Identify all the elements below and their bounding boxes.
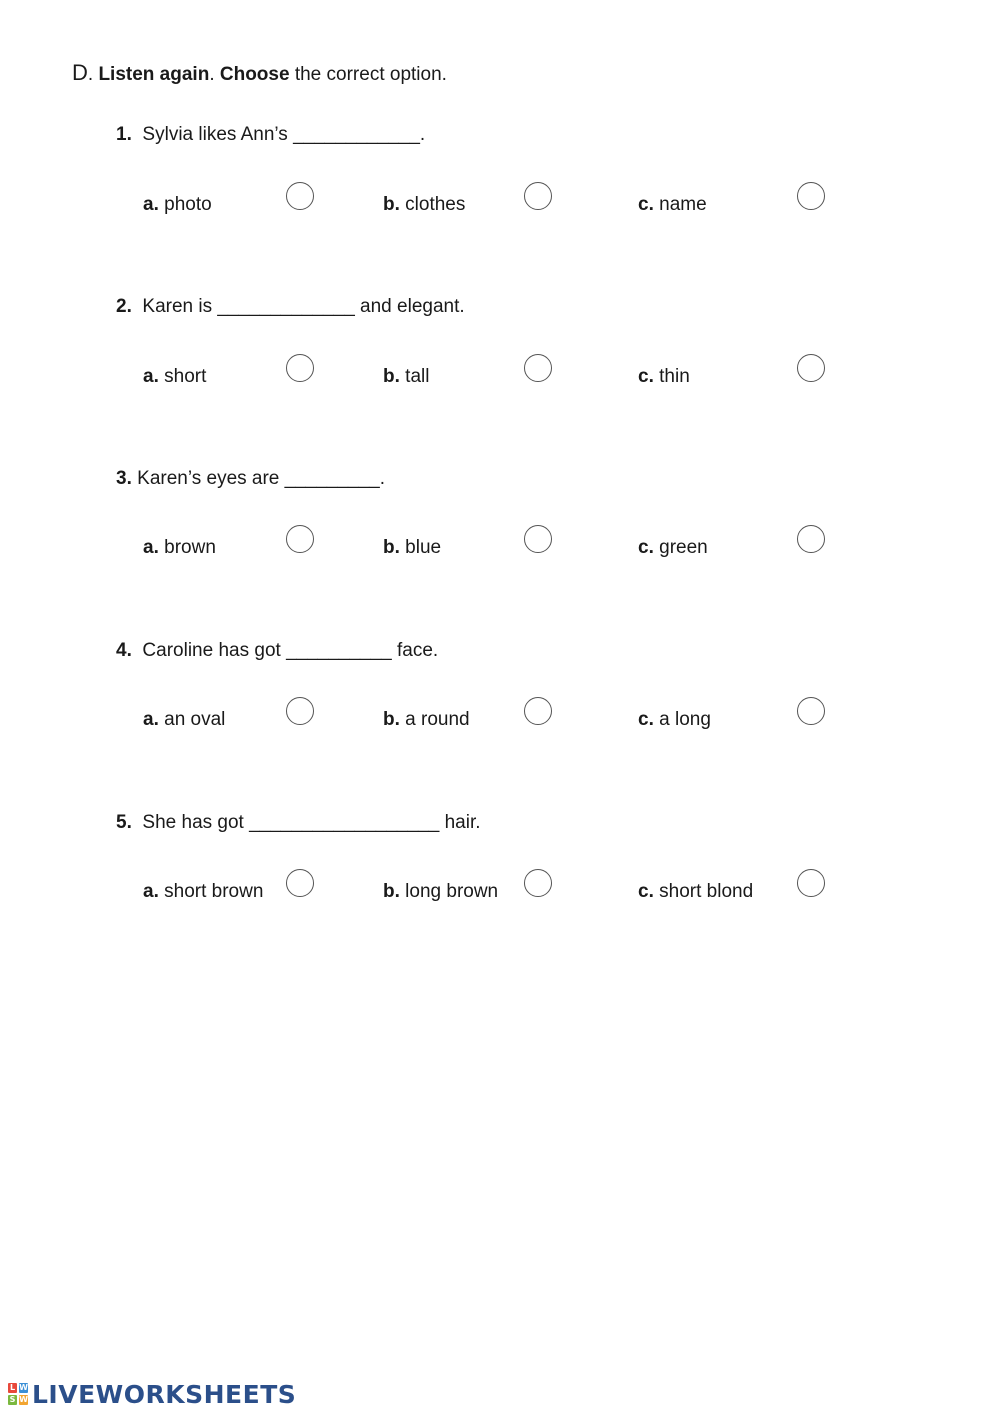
radio-3c[interactable] (797, 525, 825, 553)
option-letter: a. (143, 709, 159, 730)
option-5b (383, 881, 498, 903)
option-letter: a. (143, 537, 159, 558)
radio-1a[interactable] (286, 182, 314, 210)
option-letter: c. (638, 881, 654, 902)
question-2 (116, 296, 465, 318)
option-2c (638, 366, 690, 388)
option-1a (143, 194, 212, 216)
question-text: Karen is _____________ and elegant. (142, 296, 465, 317)
option-text: tall (405, 366, 430, 387)
radio-2a[interactable] (286, 354, 314, 382)
instruction-sep: . (209, 64, 220, 85)
question-text: Caroline has got __________ face. (142, 640, 439, 661)
instruction (72, 60, 447, 86)
question-number: 3. (116, 468, 132, 489)
logo-tile: L (9, 1382, 16, 1392)
option-letter: b. (383, 194, 400, 215)
option-text: green (659, 537, 708, 558)
option-5c (638, 881, 753, 903)
option-text: a round (405, 709, 470, 730)
option-letter: a. (143, 881, 159, 902)
brand-name: LIVEWORKSHEETS (32, 1380, 297, 1409)
question-number: 4. (116, 640, 132, 661)
option-text: an oval (164, 709, 226, 730)
radio-1b[interactable] (524, 182, 552, 210)
logo-tile: S (9, 1394, 16, 1404)
logo-icon (8, 1383, 30, 1407)
radio-3b[interactable] (524, 525, 552, 553)
instruction-bold-listen: Listen again (98, 64, 210, 85)
question-1 (116, 124, 425, 146)
instruction-sep: . (87, 64, 99, 85)
question-4 (116, 640, 438, 662)
radio-2c[interactable] (797, 354, 825, 382)
option-text: blue (405, 537, 442, 558)
radio-3a[interactable] (286, 525, 314, 553)
question-number: 1. (116, 124, 132, 145)
question-5 (116, 812, 481, 834)
radio-5c[interactable] (797, 869, 825, 897)
option-text: photo (164, 194, 212, 215)
radio-5b[interactable] (524, 869, 552, 897)
option-text: thin (659, 366, 690, 387)
option-letter: b. (383, 709, 400, 730)
question-text: Sylvia likes Ann’s ____________. (142, 124, 426, 145)
radio-1c[interactable] (797, 182, 825, 210)
instruction-bold-choose: Choose (219, 64, 290, 85)
option-4a (143, 709, 225, 731)
option-letter: b. (383, 537, 400, 558)
radio-5a[interactable] (286, 869, 314, 897)
radio-4a[interactable] (286, 697, 314, 725)
option-text: brown (164, 537, 216, 558)
option-3b (383, 537, 441, 559)
option-letter: b. (383, 366, 400, 387)
option-2a (143, 366, 206, 388)
option-4b (383, 709, 470, 731)
option-letter: c. (638, 709, 654, 730)
option-letter: c. (638, 194, 654, 215)
option-letter: b. (383, 881, 400, 902)
option-3a (143, 537, 216, 559)
option-text: short brown (164, 881, 264, 902)
logo-tile: W (19, 1382, 28, 1392)
question-number: 2. (116, 296, 132, 317)
option-1b (383, 194, 465, 216)
option-text: long brown (405, 881, 499, 902)
option-3c (638, 537, 708, 559)
question-text: She has got __________________ hair. (142, 812, 481, 833)
question-text: Karen’s eyes are _________. (137, 468, 386, 489)
option-4c (638, 709, 711, 731)
option-letter: a. (143, 366, 159, 387)
option-5a (143, 881, 263, 903)
option-text: a long (659, 709, 711, 730)
section-letter: D (72, 60, 88, 85)
instruction-rest: the correct option. (289, 64, 447, 85)
question-3 (116, 468, 385, 490)
logo-tile: W (19, 1394, 28, 1404)
radio-2b[interactable] (524, 354, 552, 382)
option-letter: a. (143, 194, 159, 215)
option-2b (383, 366, 429, 388)
radio-4b[interactable] (524, 697, 552, 725)
option-text: short blond (659, 881, 754, 902)
liveworksheets-logo (8, 1380, 296, 1409)
option-text: clothes (405, 194, 466, 215)
option-text: name (659, 194, 707, 215)
option-letter: c. (638, 537, 654, 558)
question-number: 5. (116, 812, 132, 833)
option-text: short (164, 366, 207, 387)
option-1c (638, 194, 707, 216)
option-letter: c. (638, 366, 654, 387)
radio-4c[interactable] (797, 697, 825, 725)
